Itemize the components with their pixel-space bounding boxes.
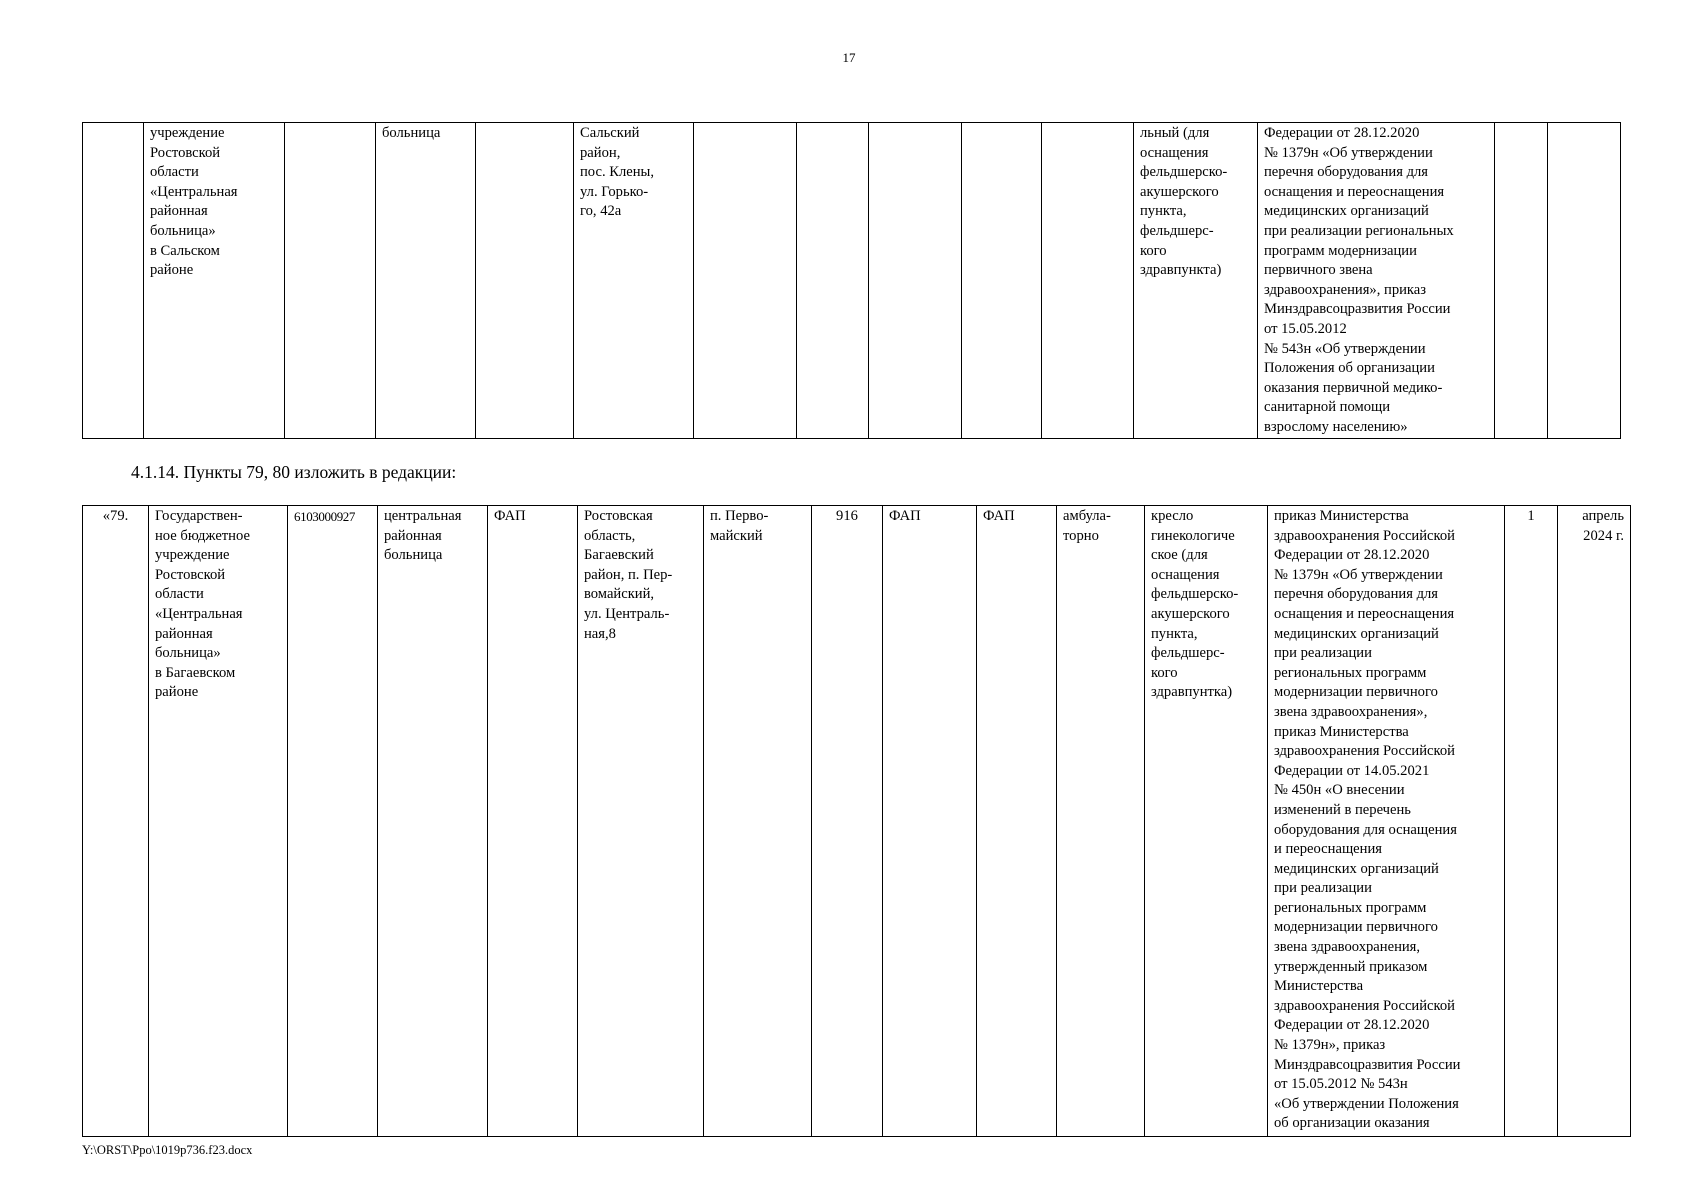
table-cell: Федерации от 28.12.2020 № 1379н «Об утверждении перечня оборудования для оснащения и переоснащения медицинских организаций при реализации региональных программ модернизации первичного звена здравоохранения», приказ Минздравсоцразвития России от 15.05.2012 № 543н «Об утверждении Положения об организации оказания первичной медико- санитарной помощи взрослому населению»	[1258, 123, 1495, 439]
equipment-cell: кресло гинекологиче ское (для оснащения фельдшерско- акушерского пункта, фельдшерс- кого здравпунтка)	[1145, 506, 1268, 1137]
table-cell	[694, 123, 797, 439]
table-cell	[83, 123, 144, 439]
page-number: 17	[842, 50, 856, 65]
org-type-cell: центральная районная больница	[378, 506, 488, 1137]
amended-items-table	[82, 505, 1631, 1137]
population-cell: 916	[812, 506, 883, 1137]
table-cell	[869, 123, 962, 439]
continued-table	[82, 122, 1621, 439]
table-cell	[1042, 123, 1134, 439]
table-row	[83, 123, 1621, 439]
address-cell: Ростовская область, Багаевский район, п. Пер- вомайский, ул. Централь- ная,8	[578, 506, 704, 1137]
unit-cell: ФАП	[883, 506, 977, 1137]
locality-cell: п. Перво- майский	[704, 506, 812, 1137]
table-cell: больница	[376, 123, 476, 439]
quantity-cell: 1	[1505, 506, 1558, 1137]
section-heading: 4.1.14. Пункты 79, 80 изложить в редакции:	[131, 462, 457, 482]
unit-cell: ФАП	[977, 506, 1057, 1137]
code-cell: 6103000927	[288, 506, 378, 1137]
table-cell: учреждение Ростовской области «Центральная районная больница» в Сальском районе	[144, 123, 285, 439]
table-cell	[476, 123, 574, 439]
unit-type-cell: ФАП	[488, 506, 578, 1137]
care-form-cell: амбула- торно	[1057, 506, 1145, 1137]
table-row	[83, 506, 1631, 1137]
item-number: «79.	[83, 506, 149, 1137]
footer-file-path: Y:\ORST\Ppo\1019p736.f23.docx	[82, 1143, 253, 1157]
table-cell: Сальский район, пос. Клены, ул. Горько- го, 42а	[574, 123, 694, 439]
organization-cell: Государствен- ное бюджетное учреждение Ростовской области «Центральная районная больница» в Багаевском районе	[149, 506, 288, 1137]
table-cell	[1495, 123, 1548, 439]
table-cell	[962, 123, 1042, 439]
table-cell: льный (для оснащения фельдшерско- акушерского пункта, фельдшерс- кого здравпункта)	[1134, 123, 1258, 439]
table-cell	[1548, 123, 1621, 439]
legal-basis-cell: приказ Министерства здравоохранения Российской Федерации от 28.12.2020 № 1379н «Об утверждении перечня оборудования для оснащения и переоснащения медицинских организаций при реализации региональных программ модернизации первичного звена здравоохранения», приказ Министерства здравоохранения Российской Федерации от 14.05.2021 № 450н «О внесении изменений в перечень оборудования для оснащения и переоснащения медицинских организаций при реализации региональных программ модернизации первичного звена здравоохранения, утвержденный приказом Министерства здравоохранения Российской Федерации от 28.12.2020 № 1379н», приказ Минздравсоцразвития России от 15.05.2012 № 543н «Об утверждении Положения об организации оказания	[1268, 506, 1505, 1137]
table-cell	[797, 123, 869, 439]
table-cell	[285, 123, 376, 439]
deadline-cell: апрель 2024 г.	[1558, 506, 1631, 1137]
